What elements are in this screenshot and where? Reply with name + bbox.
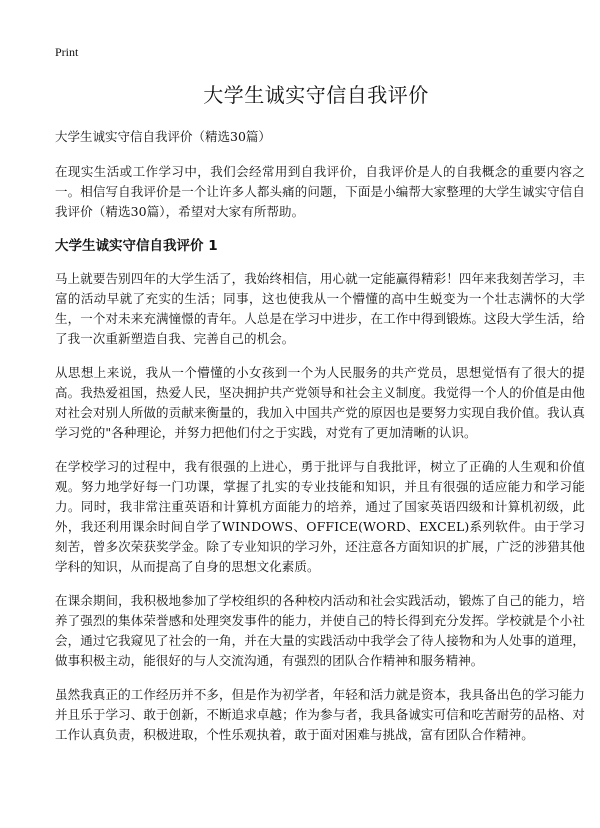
body-paragraph: 从思想上来说，我从一个懵懂的小女孩到一个为人民服务的共产党员，思想觉悟有了很大的提高。我热爱祖国，热爱人民，坚决拥护共产党领导和社会主义制度。我觉得一个人的价值是由他对社会对别人所做的贡献来衡量的，我加入中国共产党的原因也是要努力实现自我价值。我认真学习党的"各种理论，并努力把他们付之于实践，对党有了更加清晰的认识。	[55, 365, 585, 440]
page-title: 大学生诚实守信自我评价	[203, 83, 429, 107]
document-subtitle: 大学生诚实守信自我评价（精选30篇）	[55, 129, 271, 144]
body-paragraph: 虽然我真正的工作经历并不多，但是作为初学者，年轻和活力就是资本，我具备出色的学习能力并且乐于学习、敢于创新，不断追求卓越；作为参与者，我具备诚实可信和吃苦耐劳的品格、对工作认真负责，积极进取，个性乐观执着，敢于面对困难与挑战，富有团队合作精神。	[55, 687, 585, 742]
body-paragraph: 在课余期间，我积极地参加了学校组织的各种校内活动和社会实践活动，锻炼了自己的能力，培养了强烈的集体荣誉感和处理突发事件的能力，并使自己的特长得到充分发挥。学校就是个小社会，通过它我窥见了社会的一角，并在大量的实践活动中我学会了待人接物和为人处事的道理，做事积极主动，能很好的与人交流沟通，有强烈的团队合作精神和服务精神。	[55, 593, 585, 668]
print-label: Print	[55, 45, 79, 59]
body-paragraph: 在学校学习的过程中，我有很强的上进心，勇于批评与自我批评，树立了正确的人生观和价值观。努力地学好每一门功课，掌握了扎实的专业技能和知识，并且有很强的适应能力和学习能力。同时，我非常注重英语和计算机方面能力的培养，通过了国家英语四级和计算机初级，此外，我还利用课余时间自学了WINDOWS、OFFICE(WORD、EXCEL)系列软件。由于学习刻苦，曾多次荣获奖学金。除了专业知识的学习外，还注意各方面知识的扩展，广泛的涉猎其他学科的知识，从而提高了自身的思想文化素质。	[55, 459, 585, 574]
intro-paragraph: 在现实生活或工作学习中，我们会经常用到自我评价，自我评价是人的自我概念的重要内容之一。相信写自我评价是一个让许多人都头痛的问题，下面是小编帮大家整理的大学生诚实守信自我评价（精选30篇），希望对大家有所帮助。	[55, 164, 585, 219]
section-heading: 大学生诚实守信自我评价 1	[55, 238, 218, 254]
body-paragraph: 马上就要告别四年的大学生活了，我始终相信，用心就一定能赢得精彩！四年来我刻苦学习，丰富的活动早就了充实的生活；同事，这也使我从一个懵懂的高中生蜕变为一个壮志满怀的大学生，一个对未来充满憧憬的青年。人总是在学习中进步，在工作中得到锻炼。这段大学生活，给了我一次重新塑造自我、完善自己的机会。	[55, 271, 585, 346]
document-page	[55, 44, 585, 759]
